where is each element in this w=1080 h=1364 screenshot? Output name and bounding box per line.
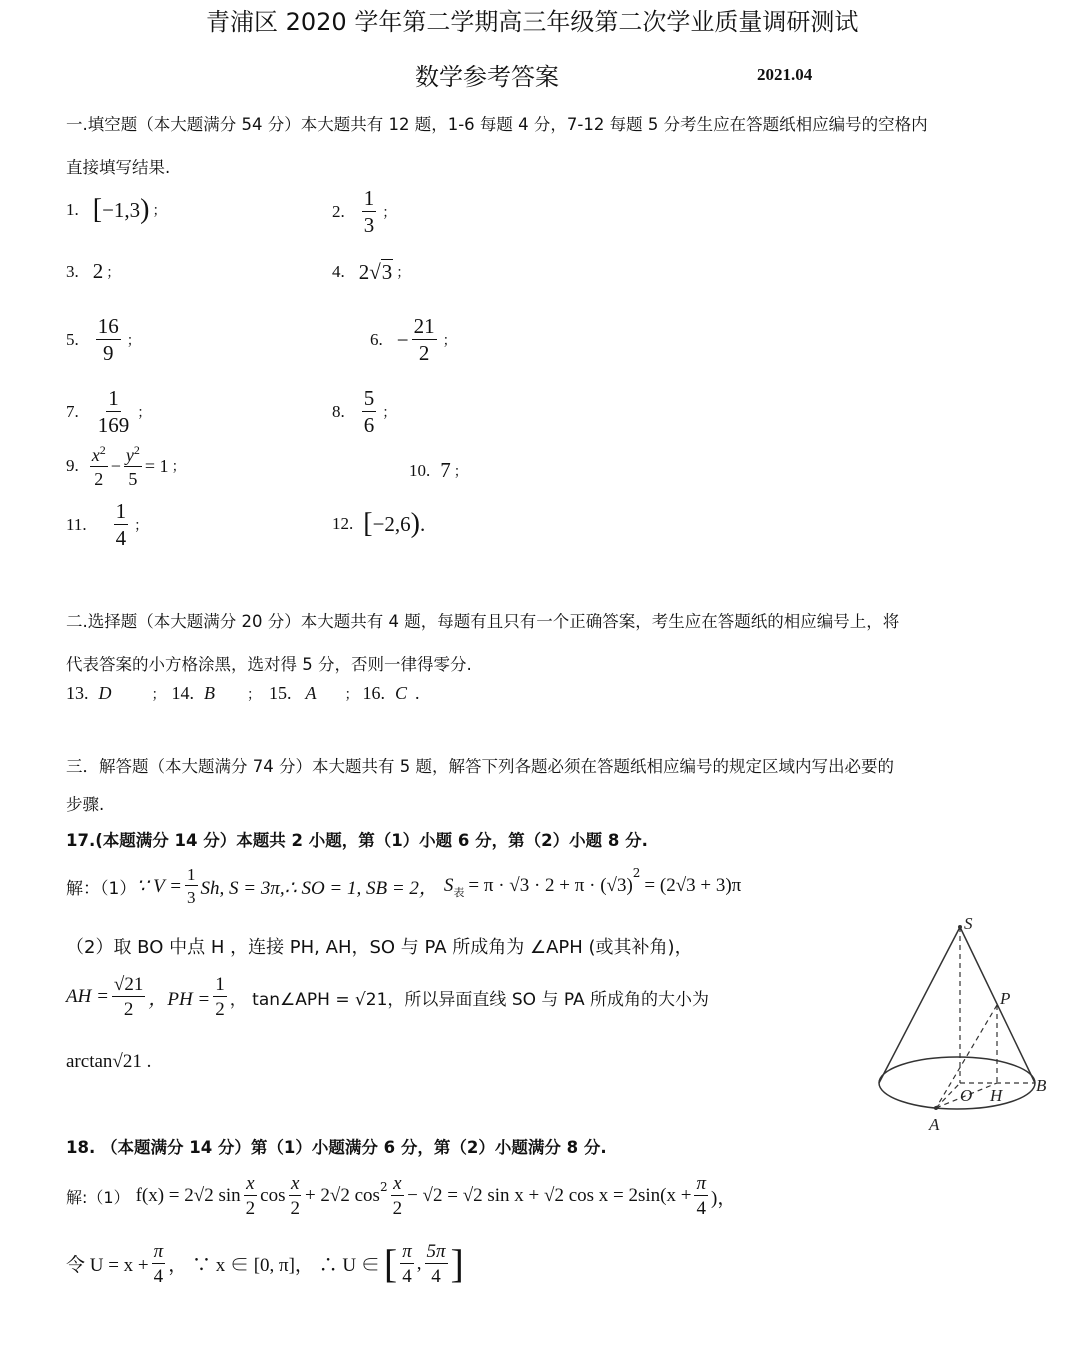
answer-12: 12. [ −2,6 ) . [332, 508, 426, 539]
fraction: $\frac{1}{3}$ [363, 186, 375, 237]
answer-number: 1. [66, 200, 79, 219]
fraction: $\frac{5}{6}$ [363, 386, 375, 437]
fraction: $\frac{5\pi}{4}$ [426, 1240, 446, 1287]
section3-intro-line1: 三．解答题（本大题满分 74 分）本大题共有 5 题，解答下列各题必须在答题纸相应编号的规定区域内写出必要的 [66, 757, 894, 776]
label-S: S [964, 915, 973, 933]
choice-answer-13: D [98, 683, 112, 703]
label-B: B [1036, 1076, 1047, 1095]
answer-8: 8. $\frac{5}{6}$ ； [332, 386, 397, 437]
answer-10: 10. 7 ； [409, 458, 468, 482]
section1-intro-line2: 直接填写结果. [66, 158, 171, 177]
answer-9: 9. $\frac{x^2}{2}$ − $\frac{y^2}{5}$ = 1 ； [66, 443, 186, 489]
answer-7: 7. $\frac{1}{169}$ ； [66, 386, 152, 437]
q18-substitution: 令 U = x + $\frac{\pi}{4}$ ， ∵ x ∈ [0, π]， ∴ U ∈ [ $\frac{\pi}{4}$ , $\frac{5\pi}{4}$ ] [66, 1240, 464, 1287]
choice-answer-16: C [395, 683, 408, 703]
fraction: $\frac{1}{169}$ [97, 386, 130, 437]
answer-11: 11. $\frac{1}{4}$ ； [66, 499, 149, 550]
label-A: A [929, 1115, 940, 1134]
label-P: P [1000, 989, 1011, 1008]
fraction: $\frac{\pi}{4}$ [402, 1240, 412, 1287]
fraction: $\frac{x^2}{2}$ [91, 443, 106, 489]
document-subtitle: 数学参考答案 [415, 63, 559, 91]
fraction: $\frac{16}{9}$ [97, 314, 119, 365]
fraction: $\frac{21}{2}$ [413, 314, 435, 365]
fraction: $\frac{\pi}{4}$ [153, 1240, 164, 1287]
fraction: $\frac{1}{4}$ [115, 499, 127, 550]
q18-header: 18. （本题满分 14 分）第（1）小题满分 6 分，第（2）小题满分 8 分. [66, 1138, 607, 1157]
label-H: H [990, 1086, 1003, 1105]
answer-2: 2. $\frac{1}{3}$ ； [332, 186, 397, 237]
answer-4: 4. 2 √ 3 ； [332, 259, 411, 284]
section1-intro-line1: 一.填空题（本大题满分 54 分）本大题共有 12 题，1-6 每题 4 分，7-12 每题 5 分考生应在答题纸相应编号的空格内 [66, 115, 928, 134]
section2-intro-line2: 代表答案的小方格涂黑，选对得 5 分，否则一律得零分. [66, 655, 472, 674]
answer-3: 3. 2 ； [66, 259, 121, 283]
q18-part1-solution: 解:（1） f(x) = 2√2 sin $\frac{x}{2}$ cos $\frac{x}{2}$ + 2√2 cos $^2$ $\frac{x}{2}$ − √2 = √2 sin x + √2 cos x = 2sin(x + $\frac{\pi}{4}$ )， [66, 1173, 737, 1219]
choice-answers: 13. D ； 14. B ； 15. A ； 16. C . [66, 683, 420, 703]
fraction: $\frac{1}{2}$ [215, 974, 225, 1020]
fraction: $\frac{x}{2}$ [290, 1173, 300, 1219]
cone-figure [870, 915, 1060, 1135]
document-title: 青浦区 2020 学年第二学期高三年级第二次学业质量调研测试 [206, 8, 859, 36]
fraction: $\frac{√21}{2}$ [113, 974, 144, 1020]
q17-header: 17.(本题满分 14 分）本题共 2 小题，第（1）小题 6 分，第（2）小题 8 分. [66, 831, 648, 850]
q17-part2-line2: AH = $\frac{√21}{2}$ ，PH = $\frac{1}{2}$ ， tan∠APH = √21，所以异面直线 SO 与 PA 所成角的大小为 [66, 974, 710, 1020]
answer-1: 1. [ −1,3 ) ； [66, 194, 167, 225]
answer-6: 6. − $\frac{21}{2}$ ； [370, 314, 457, 365]
q17-result: arctan√21 . [66, 1051, 152, 1072]
q17-part2-line1: （2）取 BO 中点 H ，连接 PH, AH，SO 与 PA 所成角为 ∠APH (或其补角)， [66, 937, 693, 958]
section2-intro-line1: 二.选择题（本大题满分 20 分）本大题共有 4 题，每题有且只有一个正确答案，考生应在答题纸的相应编号上，将 [66, 612, 900, 631]
q17-part1-solution: 解：（1） ∵ V = $\frac{1}{3}$ Sh, S = 3π,∴ SO = 1, SB = 2， S $_表$ = π · √3 · 2 + π · (√3) $^2$ = (2√3 + 3)π [66, 865, 742, 907]
fraction: $\frac{x}{2}$ [392, 1173, 403, 1219]
label-O: O [960, 1086, 973, 1105]
document-date: 2021.04 [757, 65, 813, 84]
fraction: $\frac{1}{3}$ [187, 865, 196, 907]
cone-base-ellipse [879, 1057, 1035, 1109]
fraction: $\frac{x}{2}$ [245, 1173, 256, 1219]
section3-intro-line2: 步骤. [66, 795, 105, 814]
segment-AO [936, 1083, 960, 1108]
answer-5: 5. $\frac{16}{9}$ ； [66, 314, 141, 365]
fraction: $\frac{\pi}{4}$ [696, 1173, 706, 1219]
fraction: $\frac{y^2}{5}$ [125, 443, 140, 489]
choice-answer-15: A [305, 683, 317, 703]
choice-answer-14: B [204, 683, 215, 703]
